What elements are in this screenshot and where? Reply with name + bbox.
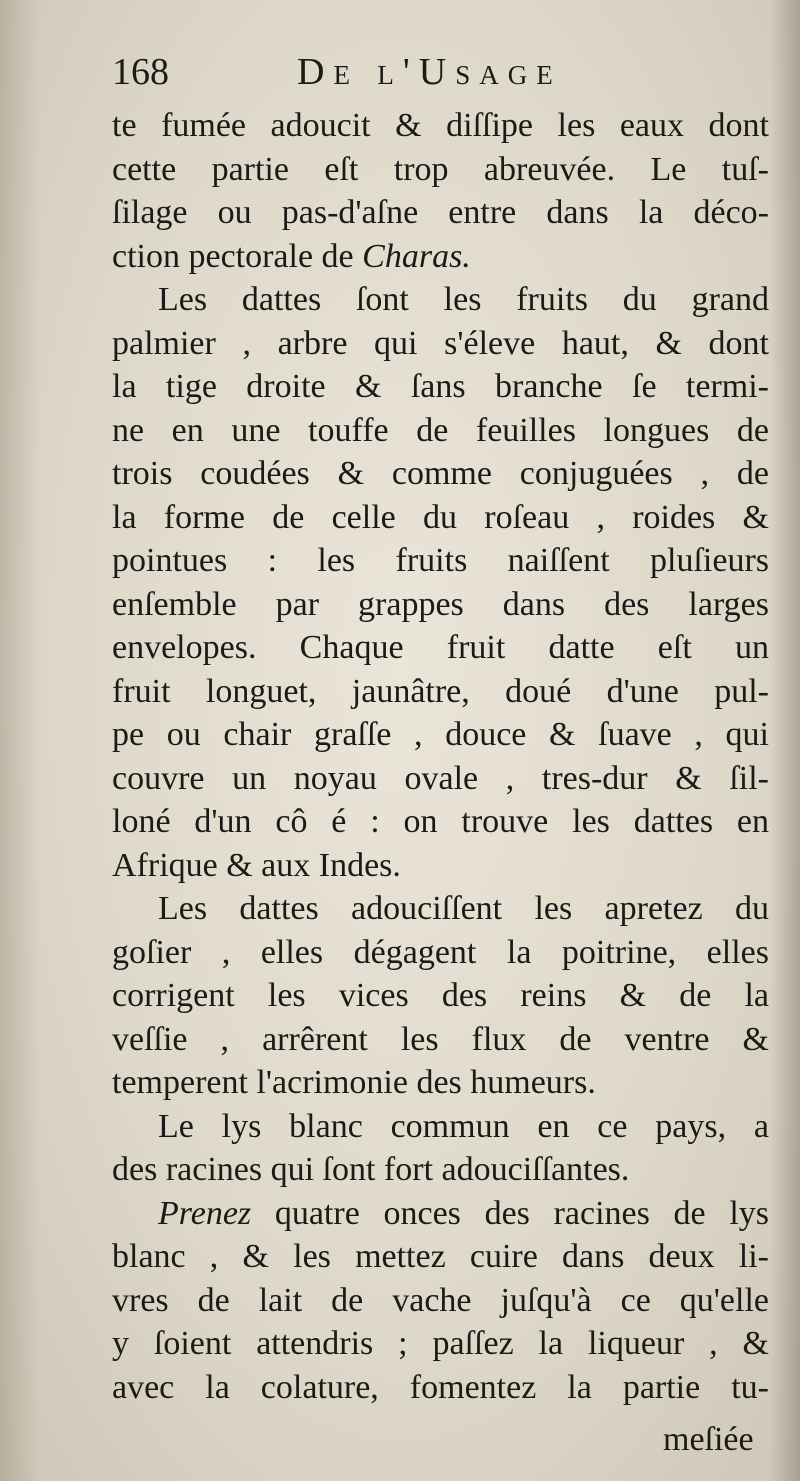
text-line: cette partie eſt trop abreuvée. Le tuſ- xyxy=(112,150,769,188)
catchword: meſiée xyxy=(663,1421,754,1458)
text-line: vres de lait de vache juſqu'à ce qu'elle xyxy=(112,1281,769,1319)
text-line: blanc , & les mettez cuire dans deux li- xyxy=(112,1238,769,1275)
text-line: des racines qui ſont fort adouciſſantes. xyxy=(112,1151,630,1188)
running-head: De l'Usage xyxy=(297,51,562,93)
text-line: envelopes. Chaque fruit datte eſt un xyxy=(112,629,769,666)
text-line: y ſoient attendris ; paſſez la liqueur , & xyxy=(112,1325,769,1362)
paragraph-start-line: Le lys blanc commun en ce pays, a xyxy=(158,1107,769,1145)
text-line: te fumée adoucit & diſſipe les eaux dont xyxy=(112,107,769,144)
text-line: pointues : les fruits naiſſent pluſieurs xyxy=(112,542,769,579)
text-line: ction pectorale de Charas. xyxy=(112,237,471,275)
paragraph-start-line: Les dattes adouciſſent les apretez du xyxy=(158,890,769,927)
body-text xyxy=(112,104,769,1409)
text-line: loné d'un cô é : on trouve les dattes en xyxy=(112,803,769,840)
text-line: couvre un noyau ovale , tres-dur & ſil- xyxy=(112,759,769,797)
text-line: temperent l'acrimonie des humeurs. xyxy=(112,1064,596,1101)
text-line: palmier , arbre qui s'éleve haut, & dont xyxy=(112,324,769,362)
text-line: veſſie , arrêrent les flux de ventre & xyxy=(112,1020,769,1058)
text-line: la tige droite & ſans branche ſe termi- xyxy=(112,368,769,405)
text-line: trois coudées & comme conjuguées , de xyxy=(112,455,769,492)
text-line: la forme de celle du roſeau , roides & xyxy=(112,498,769,536)
italic-word: Charas. xyxy=(362,237,471,275)
text-line: ne en une touffe de feuilles longues de xyxy=(112,411,769,449)
text-line: enſemble par grappes dans des larges xyxy=(112,585,769,623)
text-line: Afrique & aux Indes. xyxy=(112,846,401,884)
text-line: avec la colature, fomentez la partie tu- xyxy=(112,1368,769,1406)
page-header xyxy=(112,50,712,100)
text-line: fruit longuet, jaunâtre, doué d'une pul- xyxy=(112,672,769,710)
page-edge-shadow xyxy=(770,0,800,1481)
page-gutter-shadow xyxy=(0,0,40,1481)
text-line: goſier , elles dégagent la poitrine, elles xyxy=(112,933,769,971)
paragraph-start-line: Les dattes ſont les fruits du grand xyxy=(158,281,769,318)
italic-word: Prenez xyxy=(158,1194,252,1232)
text-line: ſilage ou pas-d'aſne entre dans la déco- xyxy=(112,194,769,231)
text-line: corrigent les vices des reins & de la xyxy=(112,977,769,1014)
page-number: 168 xyxy=(112,51,169,93)
paragraph-start-line: Prenez quatre onces des racines de lys xyxy=(158,1194,769,1232)
text-line: pe ou chair graſſe , douce & ſuave , qui xyxy=(112,716,769,753)
